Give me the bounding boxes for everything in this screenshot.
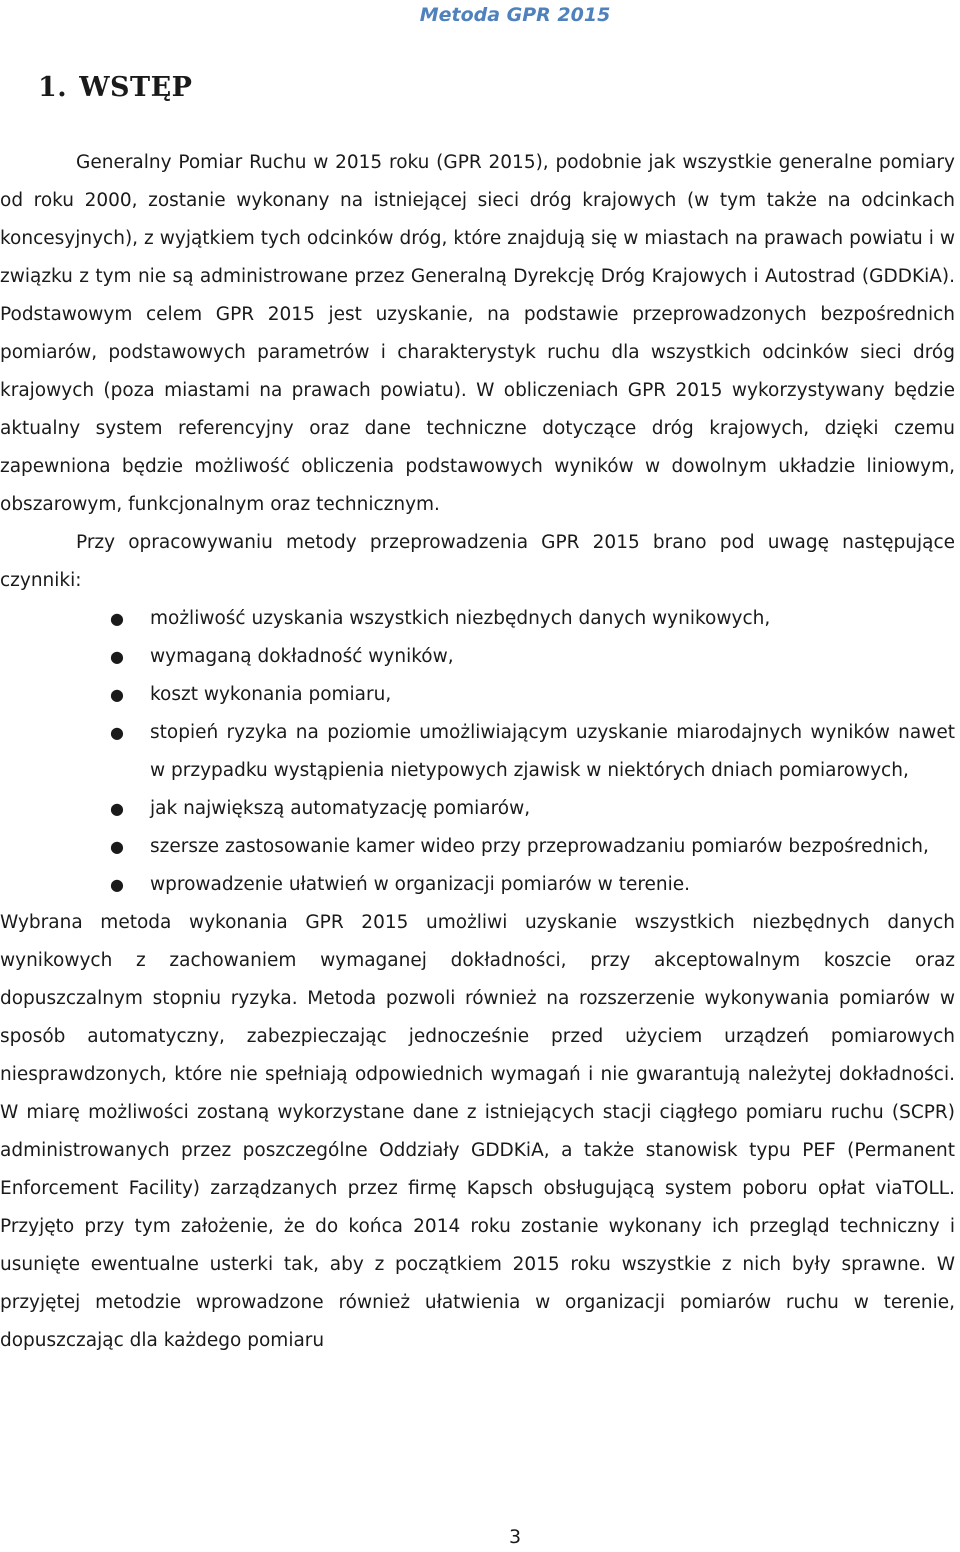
list-item	[0, 638, 955, 676]
paragraph-factors-intro: Przy opracowywaniu metody przeprowadzenia GPR 2015 brano pod uwagę następujące czynniki:	[0, 532, 955, 591]
list-item	[0, 828, 955, 866]
page-number: 3	[508, 1526, 522, 1548]
document-body	[0, 144, 955, 1360]
section-title: WSTĘP	[79, 72, 193, 103]
bullet-icon: ●	[110, 609, 124, 628]
list-item	[0, 676, 955, 714]
paragraph-method: Wybrana metoda wykonania GPR 2015 umożliwi uzyskanie wszystkich niezbędnych danych wynikowych z zachowaniem wymaganej dokładności, przy akceptowalnym koszcie oraz dopuszczalnym stopniu ryzyka. Metoda pozwoli również na rozszerzenie wykonywania pomiarów w sposób automatyczny, zabezpieczając jednocześnie przed użyciem urządzeń pomiarowych niesprawdzonych, które nie spełniają odpowiednich wymagań i nie gwarantują należytej dokładności. W miarę możliwości zostaną wykorzystane dane z istniejących stacji ciągłego pomiaru ruchu (SCPR) administrowanych przez poszczególne Oddziały GDDKiA, a także stanowisk typu PEF (Permanent Enforcement Facility) zarządzanych przez firmę Kapsch obsługującą system poboru opłat viaTOLL. Przyjęto przy tym założenie, że do końca 2014 roku zostanie wykonany ich przegląd techniczny i usunięte ewentualne usterki tak, aby z początkiem 2015 roku wszystkie z nich były sprawne. W przyjętej metodzie wprowadzone również ułatwienia w organizacji pomiarów ruchu w terenie, dopuszczając dla każdego pomiaru	[0, 912, 955, 1351]
bullet-icon: ●	[110, 799, 124, 818]
bullet-icon: ●	[110, 685, 124, 704]
list-item-text: szersze zastosowanie kamer wideo przy przeprowadzaniu pomiarów bezpośrednich,	[150, 836, 929, 857]
list-item	[0, 600, 955, 638]
list-item-text: możliwość uzyskania wszystkich niezbędnych danych wynikowych,	[150, 608, 771, 629]
list-item-text: wymaganą dokładność wyników,	[150, 646, 454, 667]
bullet-icon: ●	[110, 875, 124, 894]
bullet-icon: ●	[110, 647, 124, 666]
bullet-icon: ●	[110, 723, 124, 742]
list-item	[0, 866, 955, 904]
list-item-text: wprowadzenie ułatwień w organizacji pomiarów w terenie.	[150, 874, 691, 895]
page-header-title: Metoda GPR 2015	[419, 4, 611, 26]
bullet-icon: ●	[110, 837, 124, 856]
section-number: 1.	[38, 72, 68, 103]
list-item-text: koszt wykonania pomiaru,	[150, 684, 392, 705]
list-item-text: jak największą automatyzację pomiarów,	[150, 798, 531, 819]
paragraph-intro: Generalny Pomiar Ruchu w 2015 roku (GPR 2015), podobnie jak wszystkie generalne pomiary od roku 2000, zostanie wykonany na istniejącej sieci dróg krajowych (w tym także na odcinkach koncesyjnych), z wyjątkiem tych odcinków dróg, które znajdują się w miastach na prawach powiatu i w związku z tym nie są administrowane przez Generalną Dyrekcję Dróg Krajowych i Autostrad (GDDKiA). Podstawowym celem GPR 2015 jest uzyskanie, na podstawie przeprowadzonych bezpośrednich pomiarów, podstawowych parametrów i charakterystyk ruchu dla wszystkich odcinków sieci dróg krajowych (poza miastami na prawach powiatu). W obliczeniach GPR 2015 wykorzystywany będzie aktualny system referencyjny oraz dane techniczne dotyczące dróg krajowych, dzięki czemu zapewniona będzie możliwość obliczenia podstawowych wyników w dowolnym układzie liniowym, obszarowym, funkcjonalnym oraz technicznym.	[0, 152, 955, 515]
list-item	[0, 790, 955, 828]
list-item-text: stopień ryzyka na poziomie umożliwiającym uzyskanie miarodajnych wyników nawet w przypadku wystąpienia nietypowych zjawisk w niektórych dniach pomiarowych,	[150, 722, 955, 781]
section-heading	[38, 72, 192, 103]
list-item	[0, 714, 955, 790]
factors-list	[0, 600, 955, 904]
